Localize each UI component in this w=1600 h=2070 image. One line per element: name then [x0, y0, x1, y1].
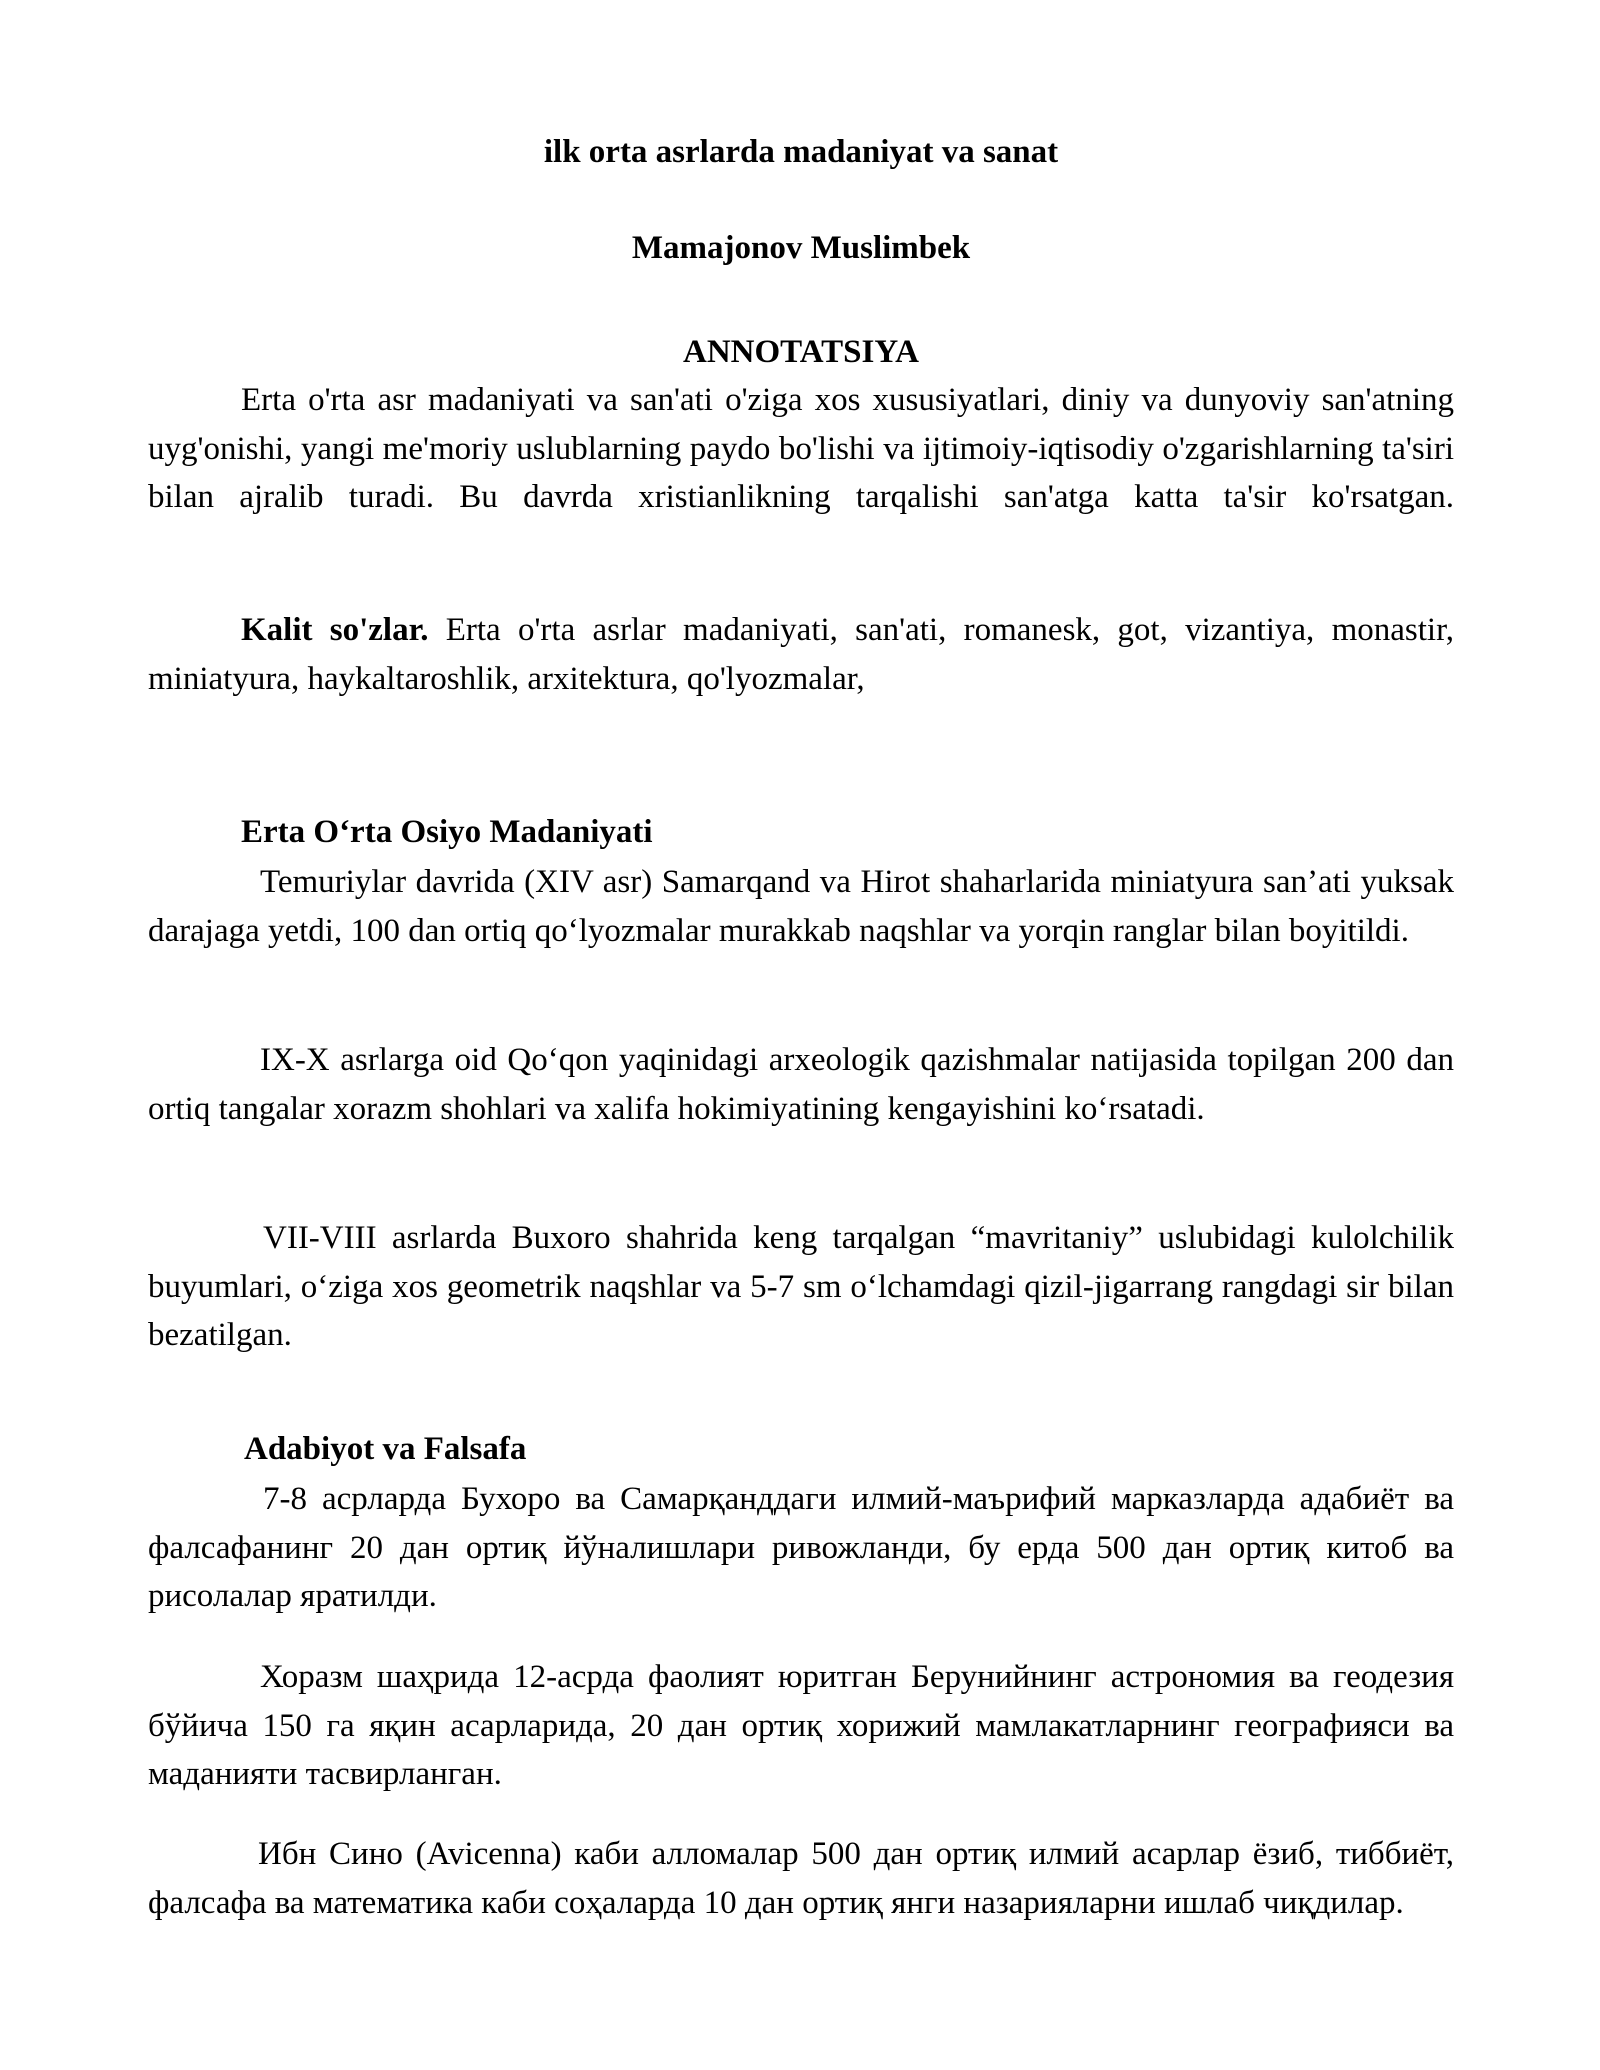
section-paragraph-pottery: VII-VIII asrlarda Buxoro shahrida keng tarqalgan “mavritaniy” uslubidagi kulolchilik buyumlari, o‘ziga xos geometrik naqshlar va 5-7 sm o‘lchamdagi qizil-jigarrang rangdagi sir bilan bezatilgan.	[148, 1220, 1454, 1353]
annotation-heading: ANNOTATSIYA	[683, 334, 919, 370]
document-title: ilk orta asrlarda madaniyat va sanat	[543, 134, 1059, 170]
annotation-paragraph: Erta o'rta asr madaniyati va san'ati o'ziga xos xususiyatlari, diniy va dunyoviy san'atning uyg'onishi, yangi me'moriy uslublarning paydo bo'lishi va ijtimoiy-iqtisodiy o'zgarishlarning ta'siri bilan ajralib turadi. Bu davrda xristianlikning tarqalishi san'atga katta ta'sir ko'rsatgan.	[148, 382, 1454, 515]
keywords-label: Kalit so'zlar.	[241, 612, 429, 648]
keywords-paragraph	[148, 606, 1454, 703]
section-paragraph-coins: IX-X asrlarga oid Qo‘qon yaqinidagi arxeologik qazishmalar natijasida topilgan 200 dan ortiq tangalar xorazm shohlari va xalifa hokimiyatining kengayishini ko‘rsatadi.	[148, 1042, 1454, 1127]
section-paragraph-ibn-sino: Ибн Сино (Avicenna) каби алломалар 500 дан ортиқ илмий асарлар ёзиб, тиббиёт, фалсафа ва математика каби соҳаларда 10 дан ортиқ янги назарияларни ишлаб чиқдилар.	[148, 1836, 1454, 1921]
section-paragraph-beruniy: Хоразм шаҳрида 12-асрда фаолият юритган Берунийнинг астрономия ва геодезия бўйича 150 га яқин асарларида, 20 дан ортиқ хорижий мамлакатларнинг географияси ва маданияти тасвирланган.	[148, 1659, 1454, 1792]
section-heading-literature: Adabiyot va Falsafa	[244, 1431, 527, 1467]
keywords-list: Erta o'rta asrlar madaniyati, san'ati, romanesk, got, vizantiya, monastir, miniatyura, haykaltaroshlik, arxitektura, qo'lyozmalar,	[148, 612, 1454, 697]
section-paragraph-centers: 7-8 асрларда Бухоро ва Самарқанддаги илмий-маърифий марказларда адабиёт ва фалсафанинг 20 дан ортиқ йўналишлари ривожланди, бу ерда 500 дан ортиқ китоб ва рисолалар яратилди.	[148, 1481, 1454, 1614]
section-heading-central-asia: Erta O‘rta Osiyo Madaniyati	[241, 814, 653, 850]
author-name: Mamajonov Muslimbek	[631, 230, 971, 266]
section-paragraph-timurids: Temuriylar davrida (XIV asr) Samarqand va Hirot shaharlarida miniatyura san’ati yuksak darajaga yetdi, 100 dan ortiq qo‘lyozmalar murakkab naqshlar va yorqin ranglar bilan boyitildi.	[148, 864, 1454, 949]
